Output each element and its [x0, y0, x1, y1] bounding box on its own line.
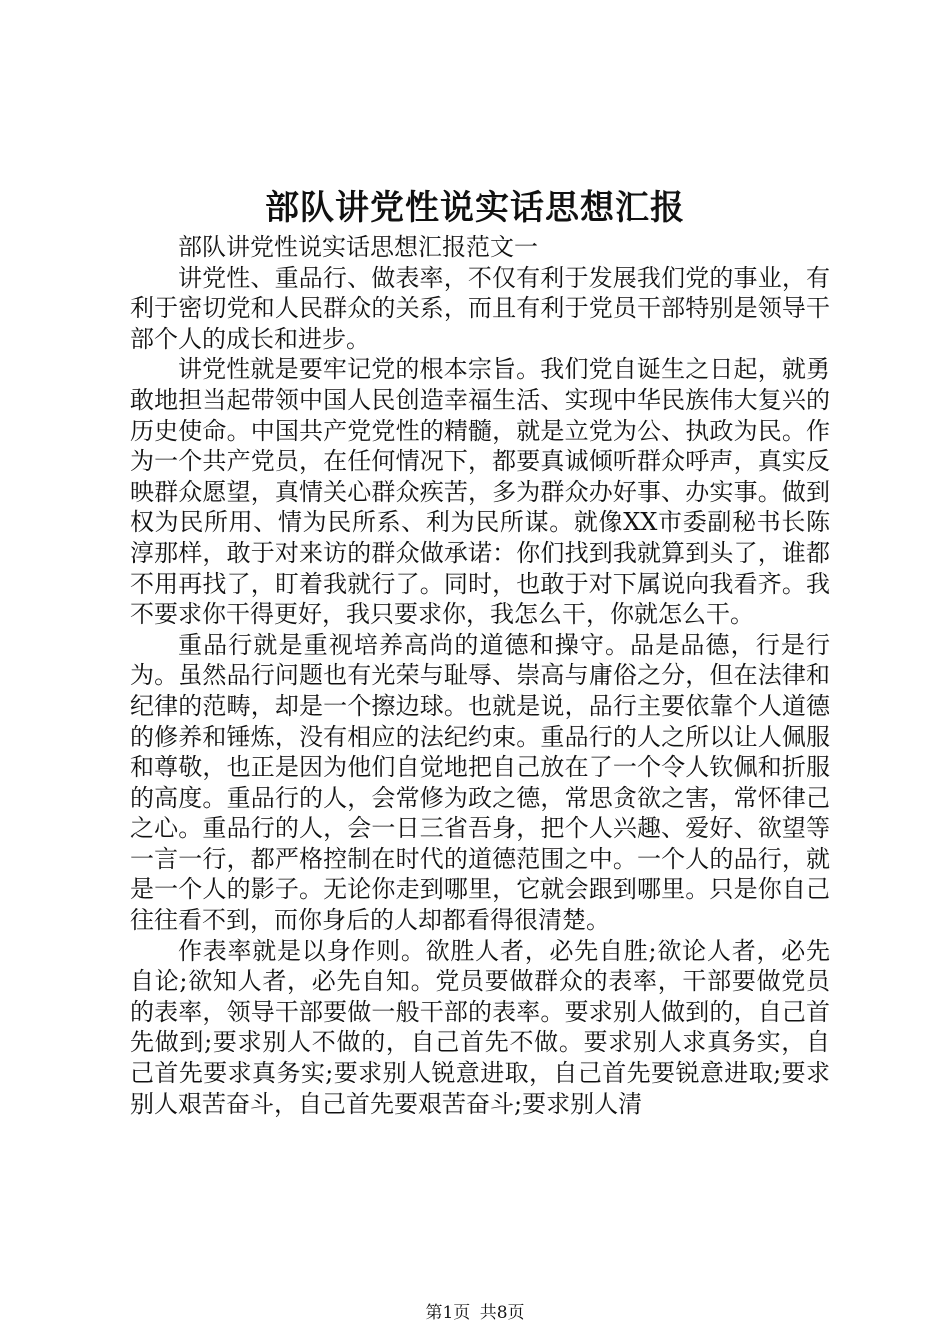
- body-paragraph: 重品行就是重视培养高尚的道德和操守。品是品德，行是行为。虽然品行问题也有光荣与耻辱、崇高与庸俗之分，但在法律和纪律的范畴，却是一个擦边球。也就是说，品行主要依靠个人道德的修养和锤炼，没有相应的法纪约束。重品行的人之所以让人佩服和尊敬，也正是因为他们自觉地把自己放在了一个令人钦佩和折服的高度。重品行的人，会常修为政之德，常思贪欲之害，常怀律己之心。重品行的人，会一日三省吾身，把个人兴趣、爱好、欲望等一言一行，都严格控制在时代的道德范围之中。一个人的品行，就是一个人的影子。无论你走到哪里，它就会跟到哪里。只是你自己往往看不到，而你身后的人却都看得很清楚。: [130, 630, 830, 935]
- page-number: 第1页: [425, 1303, 471, 1323]
- document-title: 部队讲党性说实话思想汇报: [265, 188, 685, 228]
- page-total: 共8页: [479, 1303, 525, 1323]
- body-paragraph: 讲党性就是要牢记党的根本宗旨。我们党自诞生之日起，就勇敢地担当起带领中国人民创造幸福生活、实现中华民族伟大复兴的历史使命。中国共产党党性的精髓，就是立党为公、执政为民。作为一个共产党员，在任何情况下，都要真诚倾听群众呼声，真实反映群众愿望，真情关心群众疾苦，多为群众办好事、办实事。做到权为民所用、情为民所系、利为民所谋。就像XX市委副秘书长陈淳那样，敢于对来访的群众做承诺：你们找到我就算到头了，谁都不用再找了，盯着我就行了。同时，也敢于对下属说向我看齐。我不要求你干得更好，我只要求你，我怎么干，你就怎么干。: [130, 355, 830, 629]
- document-body: [130, 232, 830, 1119]
- page-footer: [0, 1301, 950, 1325]
- body-paragraph: 讲党性、重品行、做表率，不仅有利于发展我们党的事业，有利于密切党和人民群众的关系，而且有利于党员干部特别是领导干部个人的成长和进步。: [130, 263, 830, 353]
- subtitle-paragraph: 部队讲党性说实话思想汇报范文一: [178, 233, 538, 261]
- body-paragraph: 作表率就是以身作则。欲胜人者，必先自胜;欲论人者，必先自论;欲知人者，必先自知。党员要做群众的表率，干部要做党员的表率，领导干部要做一般干部的表率。要求别人做到的，自己首先做到;要求别人不做的，自己首先不做。要求别人求真务实，自己首先要求真务实;要求别人锐意进取，自己首先要锐意进取;要求别人艰苦奋斗，自己首先要艰苦奋斗;要求别人清: [130, 936, 830, 1118]
